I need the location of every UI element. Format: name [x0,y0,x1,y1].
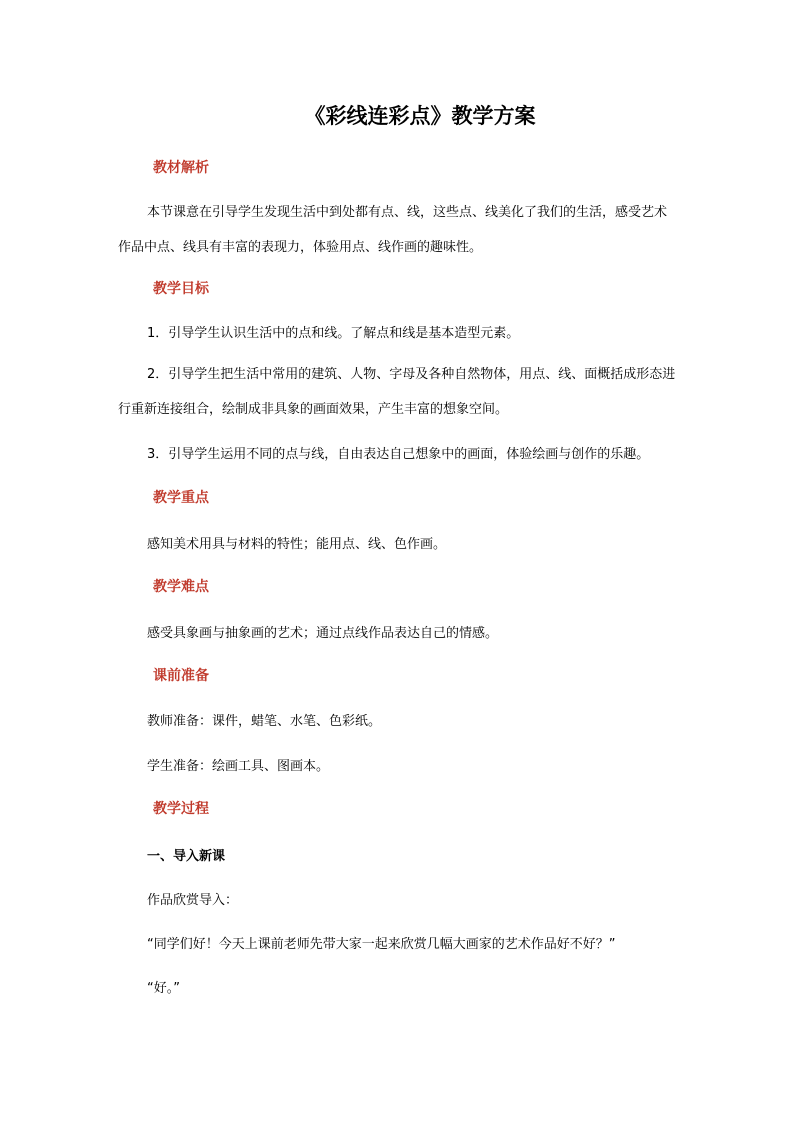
process-intro: 作品欣赏导入： [147,893,239,908]
heading-prep: 课前准备 [153,668,209,684]
paragraph-difficult: 感受具象画与抽象画的艺术；通过点线作品表达自己的情感。 [147,626,499,641]
prep-teacher: 教师准备：课件，蜡笔、水笔、色彩纸。 [147,714,382,729]
heading-process: 教学过程 [153,801,209,817]
process-sub-heading: 一、导入新课 [147,849,226,864]
heading-key: 教学重点 [153,490,209,506]
goal-item-1: 1．引导学生认识生活中的点和线。了解点和线是基本造型元素。 [147,326,520,341]
paragraph-key: 感知美术用具与材料的特性；能用点、线、色作画。 [147,537,447,552]
goal-item-3: 3．引导学生运用不同的点与线，自由表达自己想象中的画面，体验绘画与创作的乐趣。 [147,447,650,462]
process-quote-2: “好。” [147,981,180,996]
heading-goals: 教学目标 [153,281,209,297]
process-quote-1: “同学们好！今天上课前老师先带大家一起来欣赏几幅大画家的艺术作品好不好？” [147,937,616,952]
heading-analysis: 教材解析 [153,160,209,176]
heading-difficult: 教学难点 [153,579,209,595]
paragraph-analysis: 本节课意在引导学生发现生活中到处都有点、线，这些点、线美化了我们的生活，感受艺术作品中点、线具有丰富的表现力，体验用点、线作画的趣味性。 [118,205,668,255]
document-title: 《彩线连彩点》教学方案 [304,103,536,128]
goal-item-2: 2．引导学生把生活中常用的建筑、人物、字母及各种自然物体，用点、线、面概括成形态进行重新连接组合，绘制成非具象的画面效果，产生丰富的想象空间。 [118,367,676,417]
prep-student: 学生准备：绘画工具、图画本。 [147,759,330,774]
